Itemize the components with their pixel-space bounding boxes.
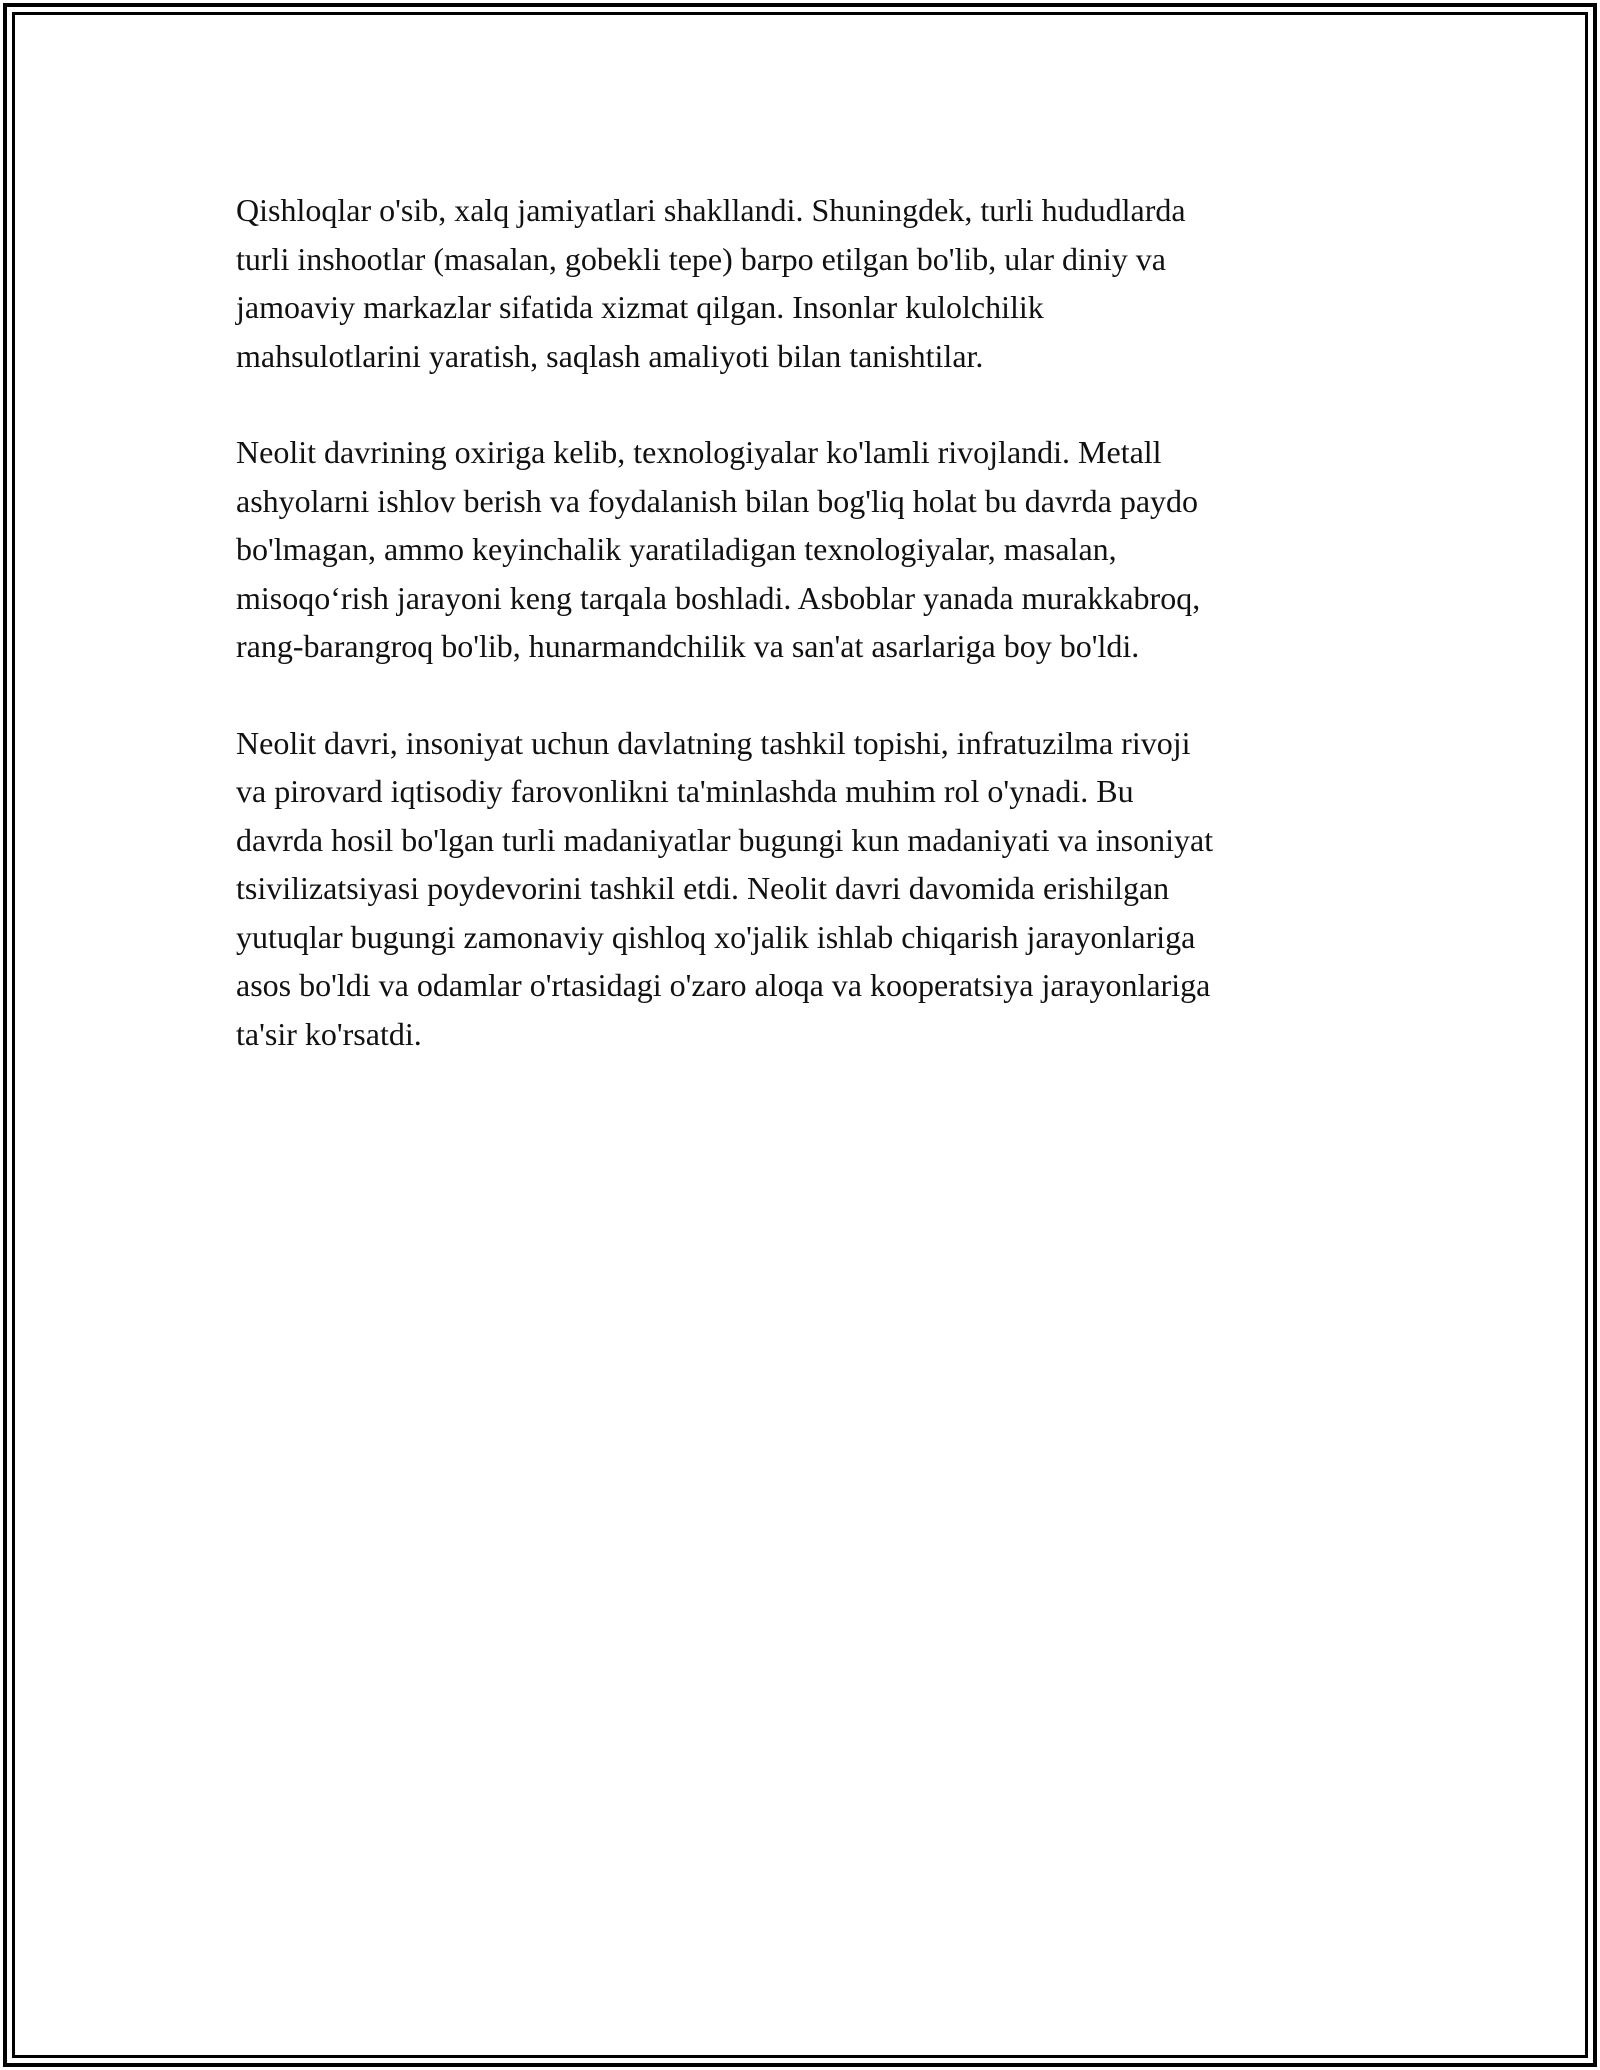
paragraph-villages: Qishloqlar o'sib, xalq jamiyatlari shakllandi. Shuningdek, turli hududlarda turli inshootlar (masalan, gobekli tepe) barpo etilgan bo'lib, ular diniy va jamoaviy markazlar sifatida xizmat qilgan. Insonlar kulolchilik mahsulotlarini yaratish, saqlash amaliyoti bilan tanishtilar. [236,192,1186,374]
paragraph-neolithic-legacy: Neolit davri, insoniyat uchun davlatning tashkil topishi, infratuzilma rivoji va pirovard iqtisodiy farovonlikni ta'minlashda muhim rol o'ynadi. Bu davrda hosil bo'lgan turli madaniyatlar bugungi kun madaniyati va insoniyat tsivilizatsiyasi poydevorini tashkil etdi. Neolit davri davomida erishilgan yutuqlar bugungi zamonaviy qishloq xo'jalik ishlab chiqarish jarayonlariga asos bo'ldi va odamlar o'rtasidagi o'zaro aloqa va kooperatsiya jarayonlariga ta'sir ko'rsatdi. [236,724,1214,1052]
document-body [236,186,1376,1058]
paragraph-neolithic-technology: Neolit davrining oxiriga kelib, texnologiyalar ko'lamli rivojlandi. Metall ashyolarni ishlov berish va foydalanish bilan bog'liq holat bu davrda paydo bo'lmagan, ammo keyinchalik yaratiladigan texnologiyalar, masalan, misoqo‘rish jarayoni keng tarqala boshladi. Asboblar yanada murakkabroq, rang-barangroq bo'lib, hunarmandchilik va san'at asarlariga boy bo'ldi. [236,434,1201,664]
